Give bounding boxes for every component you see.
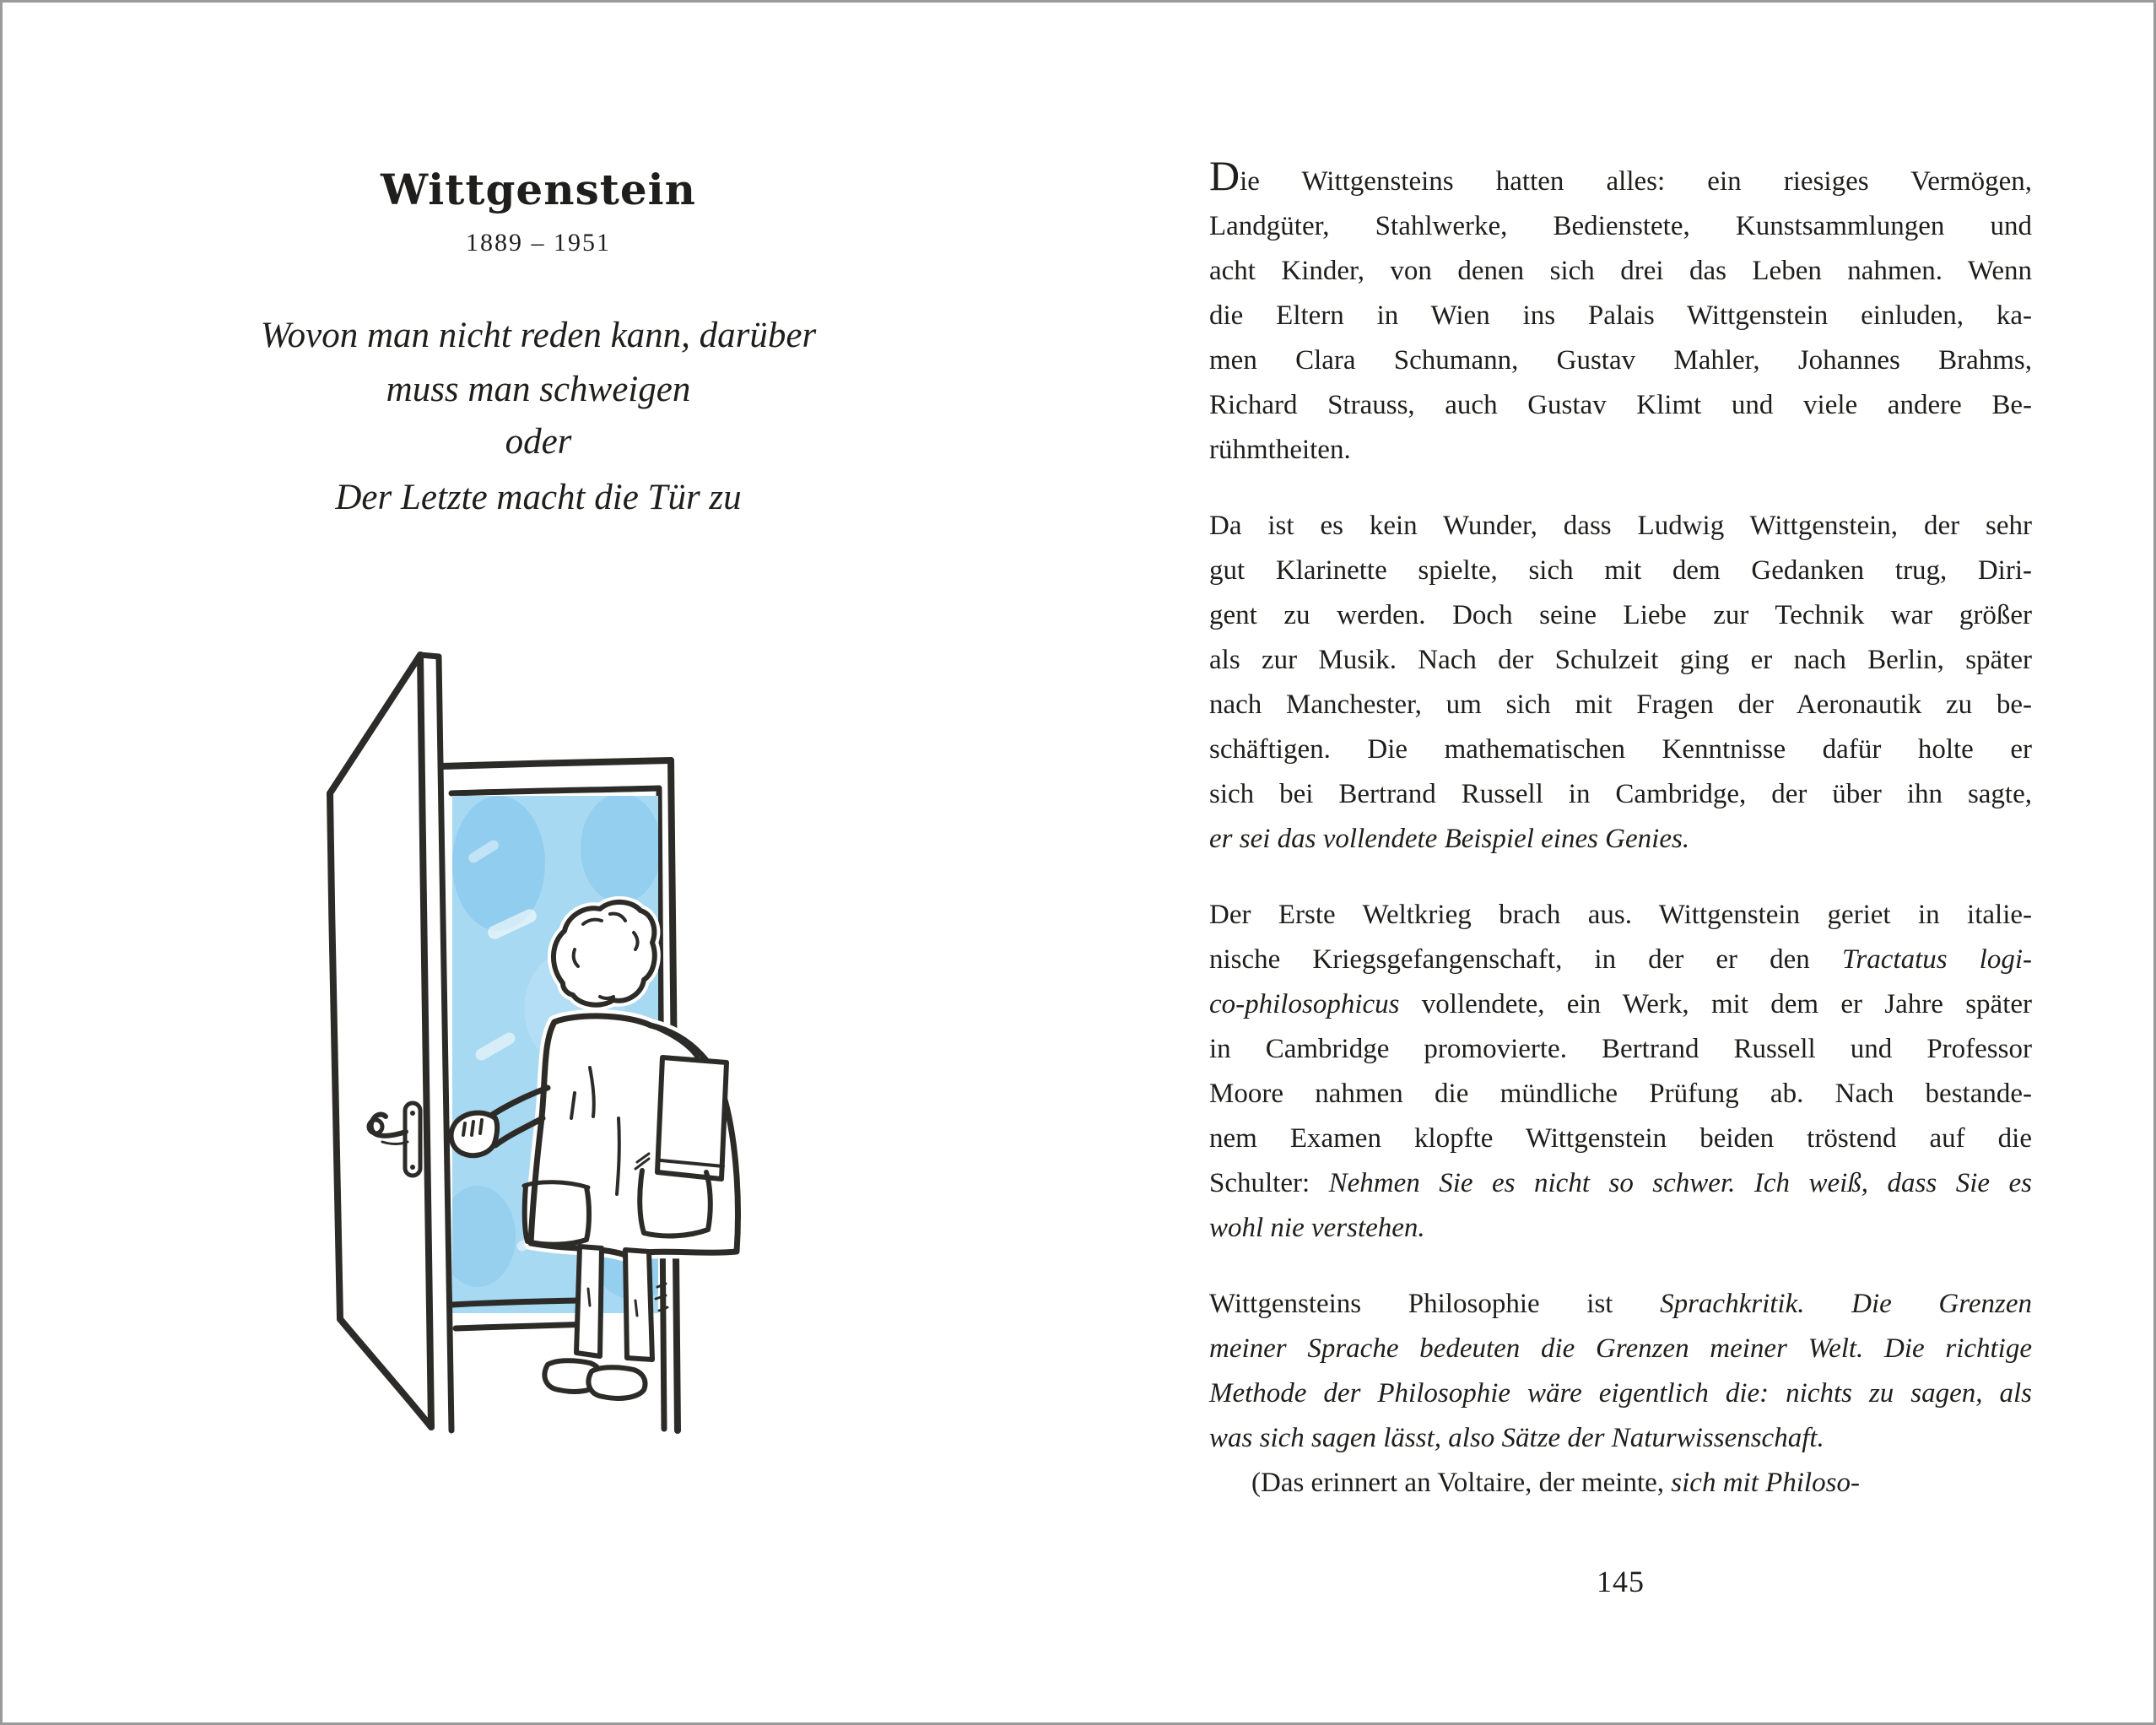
text-segment: nem Examen klopfte Wittgenstein beiden tröstend auf die (1209, 1123, 2032, 1154)
body-text (1209, 152, 2032, 1537)
text-line (1209, 549, 2032, 593)
page-number: 145 (1597, 1565, 1645, 1598)
text-line (1209, 1371, 2032, 1416)
text-segment: Sprachkritik. Die Grenzen (1660, 1289, 2032, 1319)
drop-initial: D (1209, 152, 1240, 199)
text-segment: gent zu werden. Doch seine Liebe zur Technik war größer (1209, 600, 2032, 630)
text-line (1209, 1282, 2032, 1327)
text-segment: Der Erste Weltkrieg brach aus. Wittgenstein geriet in italie- (1209, 900, 2032, 930)
text-line (1209, 982, 2032, 1027)
text-segment: wohl nie verstehen. (1209, 1213, 1425, 1243)
text-line (1209, 294, 2032, 338)
paragraph (1209, 1461, 2032, 1506)
text-line (1209, 152, 2032, 204)
text-line (1209, 817, 2032, 862)
chapter-title: Wittgenstein (381, 165, 696, 214)
paragraph (1209, 893, 2032, 1251)
text-line (1209, 1416, 2032, 1461)
text-segment: meiner Sprache bedeuten die Grenzen meiner Welt. Die richtige (1209, 1333, 2032, 1364)
text-segment: Landgüter, Stahlwerke, Bedienstete, Kunstsammlungen und (1209, 211, 2032, 241)
motto-connector: oder (505, 422, 572, 462)
text-line (1209, 1327, 2032, 1371)
text-line (1209, 338, 2032, 383)
text-segment: men Clara Schumann, Gustav Mahler, Johannes Brahms, (1209, 345, 2032, 376)
text-line (1209, 1461, 2032, 1506)
text-line (1209, 428, 2032, 473)
text-segment: acht Kinder, von denen sich drei das Leben nahmen. Wenn (1209, 256, 2032, 286)
text-line (1209, 772, 2032, 817)
text-segment: die Eltern in Wien ins Palais Wittgenstein einluden, ka- (1209, 300, 2032, 331)
text-segment: rühmtheiten. (1209, 435, 1351, 465)
text-segment: nach Manchester, um sich mit Fragen der Aeronautik zu be- (1209, 689, 2032, 720)
text-segment: Wittgensteins Philosophie ist (1209, 1289, 1661, 1319)
text-segment: ie Wittgensteins hatten alles: ein riesiges Vermögen, (1240, 166, 2032, 197)
text-segment: Richard Strauss, auch Gustav Klimt und viele andere Be- (1209, 390, 2032, 420)
text-line (1209, 504, 2032, 549)
text-line (1209, 893, 2032, 938)
text-segment: vollendete, ein Werk, mit dem er Jahre später (1399, 989, 2032, 1019)
text-segment: schäftigen. Die mathematischen Kenntnisse dafür holte er (1209, 734, 2032, 765)
text-line (1209, 1117, 2032, 1161)
paragraph (1209, 152, 2032, 473)
text-segment: sich mit Philoso- (1671, 1468, 1860, 1498)
text-line (1209, 683, 2032, 727)
text-segment: Tractatus logi- (1841, 944, 2032, 975)
open-door (330, 655, 451, 1430)
text-segment: co-philosophicus (1209, 989, 1400, 1019)
text-line (1209, 1072, 2032, 1117)
text-segment: was sich sagen lässt, also Sätze der Naturwissenschaft. (1209, 1423, 1824, 1453)
text-segment: Methode der Philosophie wäre eigentlich die: nichts zu sagen, als (1209, 1378, 2032, 1409)
paragraph (1209, 504, 2032, 862)
text-segment: sich bei Bertrand Russell in Cambridge, der über ihn sagte, (1209, 779, 2032, 809)
text-line (1209, 593, 2032, 638)
text-segment: er sei das vollendete Beispiel eines Genies. (1209, 824, 1690, 854)
text-line (1209, 1027, 2032, 1072)
text-line (1209, 249, 2032, 294)
motto-line-2: muss man schweigen (386, 370, 691, 409)
text-segment: als zur Musik. Nach der Schulzeit ging er nach Berlin, später (1209, 645, 2032, 675)
text-line (1209, 727, 2032, 772)
text-segment: Moore nahmen die mündliche Prüfung ab. Nach bestande- (1209, 1079, 2032, 1109)
text-line (1209, 204, 2032, 249)
text-segment: gut Klarinette spielte, sich mit dem Gedanken trug, Diri- (1209, 555, 2032, 586)
text-line (1209, 383, 2032, 428)
text-line (1209, 638, 2032, 683)
text-segment: Da ist es kein Wunder, dass Ludwig Wittgenstein, der sehr (1209, 511, 2032, 541)
book-under-arm (657, 1057, 727, 1179)
door-illustration (322, 646, 754, 1446)
text-segment: Nehmen Sie es nicht so schwer. Ich weiß, dass Sie es (1328, 1168, 2032, 1198)
text-line (1209, 1161, 2032, 1206)
text-segment: Schulter: (1209, 1168, 1329, 1198)
paragraph (1209, 1282, 2032, 1461)
text-segment: in Cambridge promovierte. Bertrand Russell und Professor (1209, 1034, 2032, 1064)
text-segment: (Das erinnert an Voltaire, der meinte, (1251, 1468, 1672, 1498)
text-line (1209, 938, 2032, 982)
motto-line-1: Wovon man nicht reden kann, darüber (260, 316, 817, 355)
text-segment: nische Kriegsgefangenschaft, in der er den (1209, 944, 1842, 975)
text-line (1209, 1206, 2032, 1251)
alternative-title: Der Letzte macht die Tür zu (335, 478, 742, 517)
life-dates: 1889 – 1951 (466, 229, 611, 257)
